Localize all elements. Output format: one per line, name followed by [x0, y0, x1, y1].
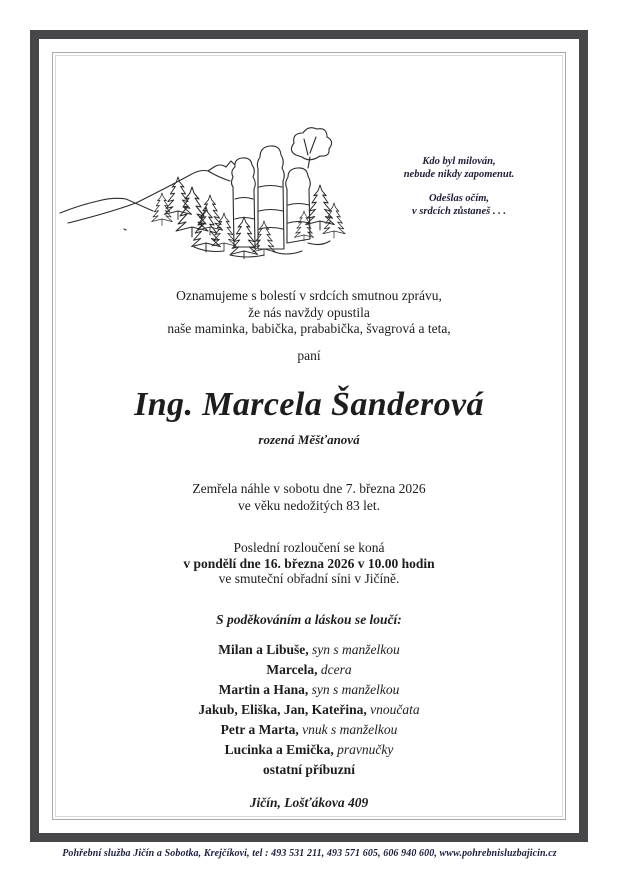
family-member-relation: vnuk s manželkou	[302, 722, 398, 737]
announcement-line: naše maminka, babička, prababička, švagrová a teta,	[167, 321, 451, 336]
family-member-relation: vnoučata	[370, 702, 420, 717]
quote-line: Kdo byl milován,	[422, 156, 496, 167]
title-prefix: paní	[297, 348, 321, 363]
family-member-relation: syn s manželkou	[312, 642, 400, 657]
family-line	[39, 740, 579, 760]
family-member-name: Martin a Hana,	[218, 682, 309, 697]
maiden-name: rozená Měšťanová	[258, 432, 360, 447]
deceased-name: Ing. Marcela Šanderová	[134, 386, 484, 423]
memorial-quote	[385, 155, 533, 218]
landscape-sketch-icon	[58, 125, 350, 259]
funeral-line: Poslední rozloučení se koná	[233, 540, 385, 555]
quote-line: Odešlas očím,	[428, 193, 490, 204]
family-line	[39, 760, 579, 780]
funeral-place-line: ve smuteční obřadní síni v Jičíně.	[218, 571, 400, 586]
family-line	[39, 720, 579, 740]
family-member-name: ostatní příbuzní	[263, 762, 355, 777]
funeral-service-footer: Pohřební služba Jičín a Sobotka, Krejčíkovi, tel : 493 531 211, 493 571 605, 606 940 600, www.pohrebnisluzbajicin.cz	[62, 848, 557, 859]
family-member-relation: dcera	[320, 662, 352, 677]
mourning-frame	[30, 30, 588, 842]
funeral-date-line: v pondělí dne 16. března 2026 v 10.00 hodin	[183, 555, 435, 571]
quote-line: nebude nikdy zapomenut.	[403, 169, 515, 180]
family-line	[39, 660, 579, 680]
farewell-heading: S poděkováním a láskou se loučí:	[216, 612, 402, 627]
family-line	[39, 680, 579, 700]
death-line: Zemřela náhle v sobotu dne 7. března 2026	[192, 481, 426, 496]
address-line: Jičín, Lošťákova 409	[249, 795, 369, 810]
quote-line: v srdcích zůstaneš . . .	[412, 206, 506, 217]
death-info	[39, 480, 579, 514]
family-line	[39, 640, 579, 660]
family-member-name: Petr a Marta,	[220, 722, 299, 737]
family-line	[39, 700, 579, 720]
family-list	[39, 640, 579, 780]
family-member-relation: syn s manželkou	[311, 682, 400, 697]
family-member-relation: pravnučky	[337, 742, 394, 757]
family-member-name: Marcela,	[266, 662, 318, 677]
announcement-text	[39, 288, 579, 338]
announcement-line: Oznamujeme s bolestí v srdcích smutnou zprávu,	[176, 288, 442, 303]
death-line: ve věku nedožitých 83 let.	[237, 498, 381, 513]
announcement-line: že nás navždy opustila	[248, 304, 370, 320]
funeral-info	[39, 540, 579, 587]
family-member-name: Milan a Libuše,	[218, 642, 309, 657]
family-member-name: Jakub, Eliška, Jan, Kateřina,	[198, 702, 367, 717]
family-member-name: Lucinka a Emička,	[224, 742, 334, 757]
